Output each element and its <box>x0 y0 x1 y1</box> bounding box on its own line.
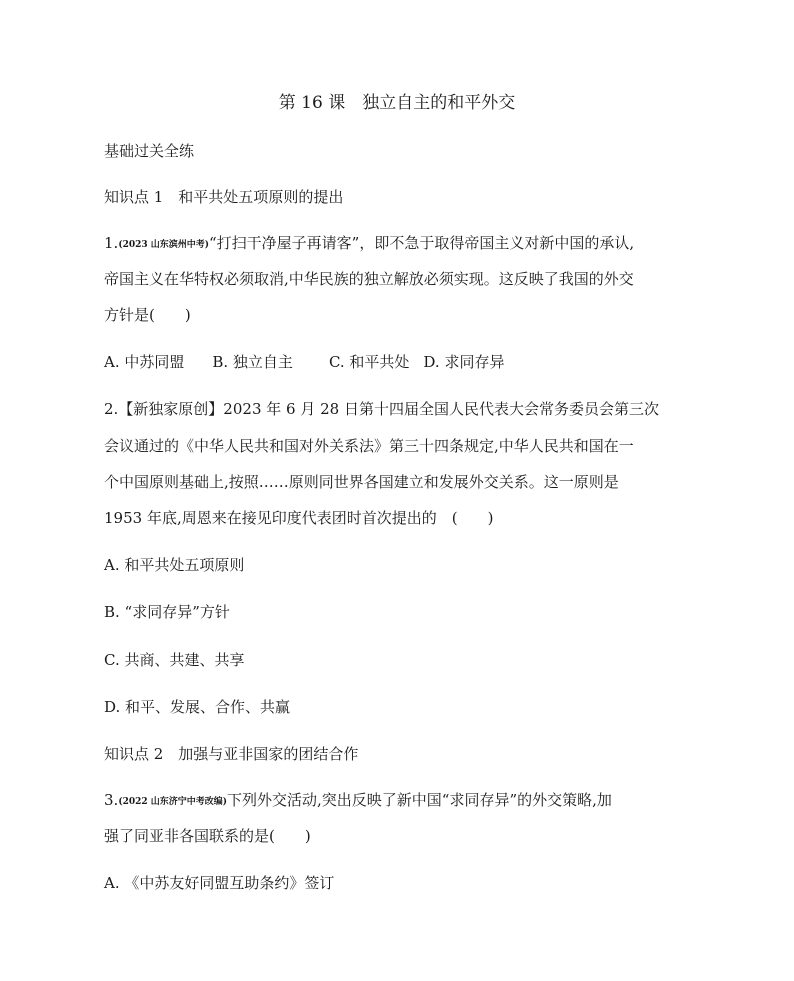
question-1-source: (2023 山东滨州中考) <box>118 240 210 250</box>
question-1-line-1 <box>104 233 634 255</box>
q1-option-d[interactable]: D. 求同存异 <box>423 353 505 371</box>
question-3-line-2: 强了同亚非各国联系的是( ) <box>104 827 311 845</box>
question-2-line-2: 会议通过的《中华人民共和国对外关系法》第三十四条规定,中华人民共和国在一 <box>104 437 634 455</box>
question-1-options <box>104 352 504 372</box>
question-3-source: (2022 山东济宁中考改编) <box>118 797 228 807</box>
q2-option-d[interactable]: D. 和平、发展、合作、共赢 <box>104 698 291 716</box>
question-1-line-2: 帝国主义在华特权必须取消,中华民族的独立解放必须实现。这反映了我国的外交 <box>104 270 634 288</box>
question-3-line-1 <box>104 790 612 812</box>
lesson-title: 第 16 课 独立自主的和平外交 <box>278 93 516 113</box>
q1-option-b[interactable]: B. 独立自主 <box>212 353 293 371</box>
question-2-line-4: 1953 年底,周恩来在接见印度代表团时首次提出的 ( ) <box>104 509 494 527</box>
question-2-line-3: 个中国原则基础上,按照……原则同世界各国建立和发展外交关系。这一原则是 <box>104 473 619 491</box>
question-2-line-1: 2.【新独家原创】2023 年 6 月 28 日第十四届全国人民代表大会常务委员会第三次 <box>104 400 659 418</box>
question-1-text-1: “打扫干净屋子再请客”，即不急于取得帝国主义对新中国的承认, <box>209 234 635 252</box>
q2-option-b[interactable]: B. “求同存异”方针 <box>104 603 230 621</box>
question-3-number: 3. <box>104 791 119 809</box>
knowledge-point-2: 知识点 2 加强与亚非国家的团结合作 <box>104 745 359 763</box>
q2-option-a[interactable]: A. 和平共处五项原则 <box>104 556 245 574</box>
section-heading: 基础过关全练 <box>104 142 195 160</box>
knowledge-point-1: 知识点 1 和平共处五项原则的提出 <box>104 188 344 206</box>
question-1-number: 1. <box>104 234 119 252</box>
question-1-line-3: 方针是( ) <box>104 306 191 324</box>
q2-option-c[interactable]: C. 共商、共建、共享 <box>104 651 245 669</box>
question-3-text-1: 下列外交活动,突出反映了新中国“求同存异”的外交策略,加 <box>227 791 612 809</box>
q3-option-a[interactable]: A. 《中苏友好同盟互助条约》签订 <box>104 874 335 892</box>
q1-option-a[interactable]: A. 中苏同盟 <box>104 353 185 371</box>
q1-option-c[interactable]: C. 和平共处 <box>328 353 410 371</box>
